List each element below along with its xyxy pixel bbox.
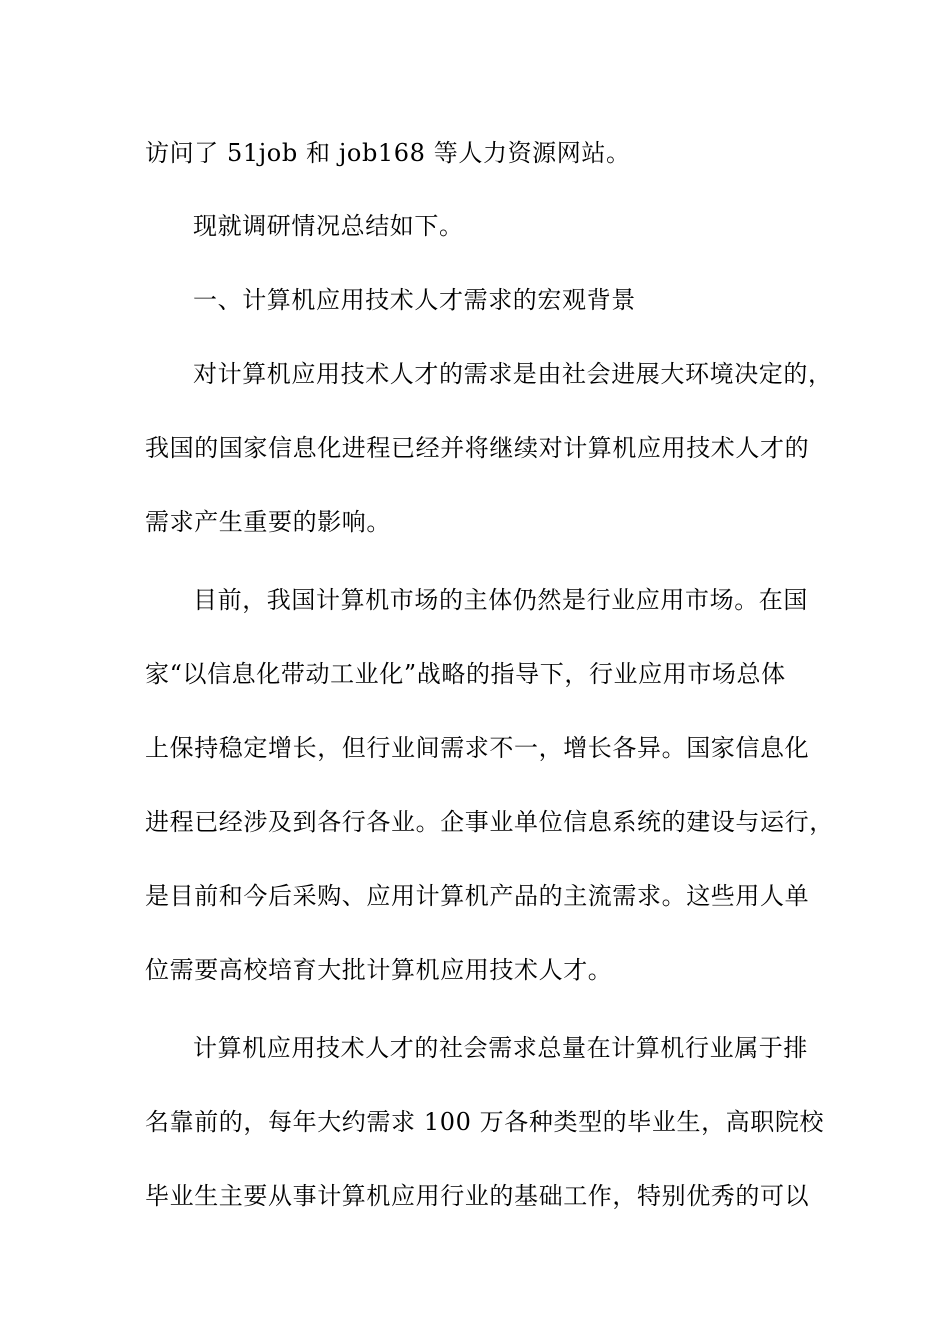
text-line: 我国的国家信息化进程已经并将继续对计算机应用技术人才的 xyxy=(145,434,810,462)
text-line: 是目前和今后采购、应用计算机产品的主流需求。这些用人单 xyxy=(145,882,810,910)
text-line: 访问了 51job 和 job168 等人力资源网站。 xyxy=(145,139,631,167)
text-line: 名靠前的，每年大约需求 100 万各种类型的毕业生，高职院校 xyxy=(145,1108,825,1136)
section-heading: 一、计算机应用技术人才需求的宏观背景 xyxy=(193,286,636,314)
text-line: 上保持稳定增长，但行业间需求不一，增长各异。国家信息化 xyxy=(145,734,810,762)
text-line: 计算机应用技术人才的社会需求总量在计算机行业属于排 xyxy=(193,1034,808,1062)
text-line: 目前，我国计算机市场的主体仍然是行业应用市场。在国 xyxy=(193,586,808,614)
text-line: 需求产生重要的影响。 xyxy=(145,508,391,536)
text-line: 进程已经涉及到各行各业。企事业单位信息系统的建设与运行， xyxy=(145,808,834,836)
text-line: 家“以信息化带动工业化”战略的指导下，行业应用市场总体 xyxy=(145,660,786,688)
text-line: 现就调研情况总结如下。 xyxy=(193,212,464,240)
text-line: 对计算机应用技术人才的需求是由社会进展大环境决定的， xyxy=(193,360,833,388)
text-line: 位需要高校培育大批计算机应用技术人才。 xyxy=(145,956,613,984)
text-line: 毕业生主要从事计算机应用行业的基础工作，特别优秀的可以 xyxy=(145,1182,810,1210)
